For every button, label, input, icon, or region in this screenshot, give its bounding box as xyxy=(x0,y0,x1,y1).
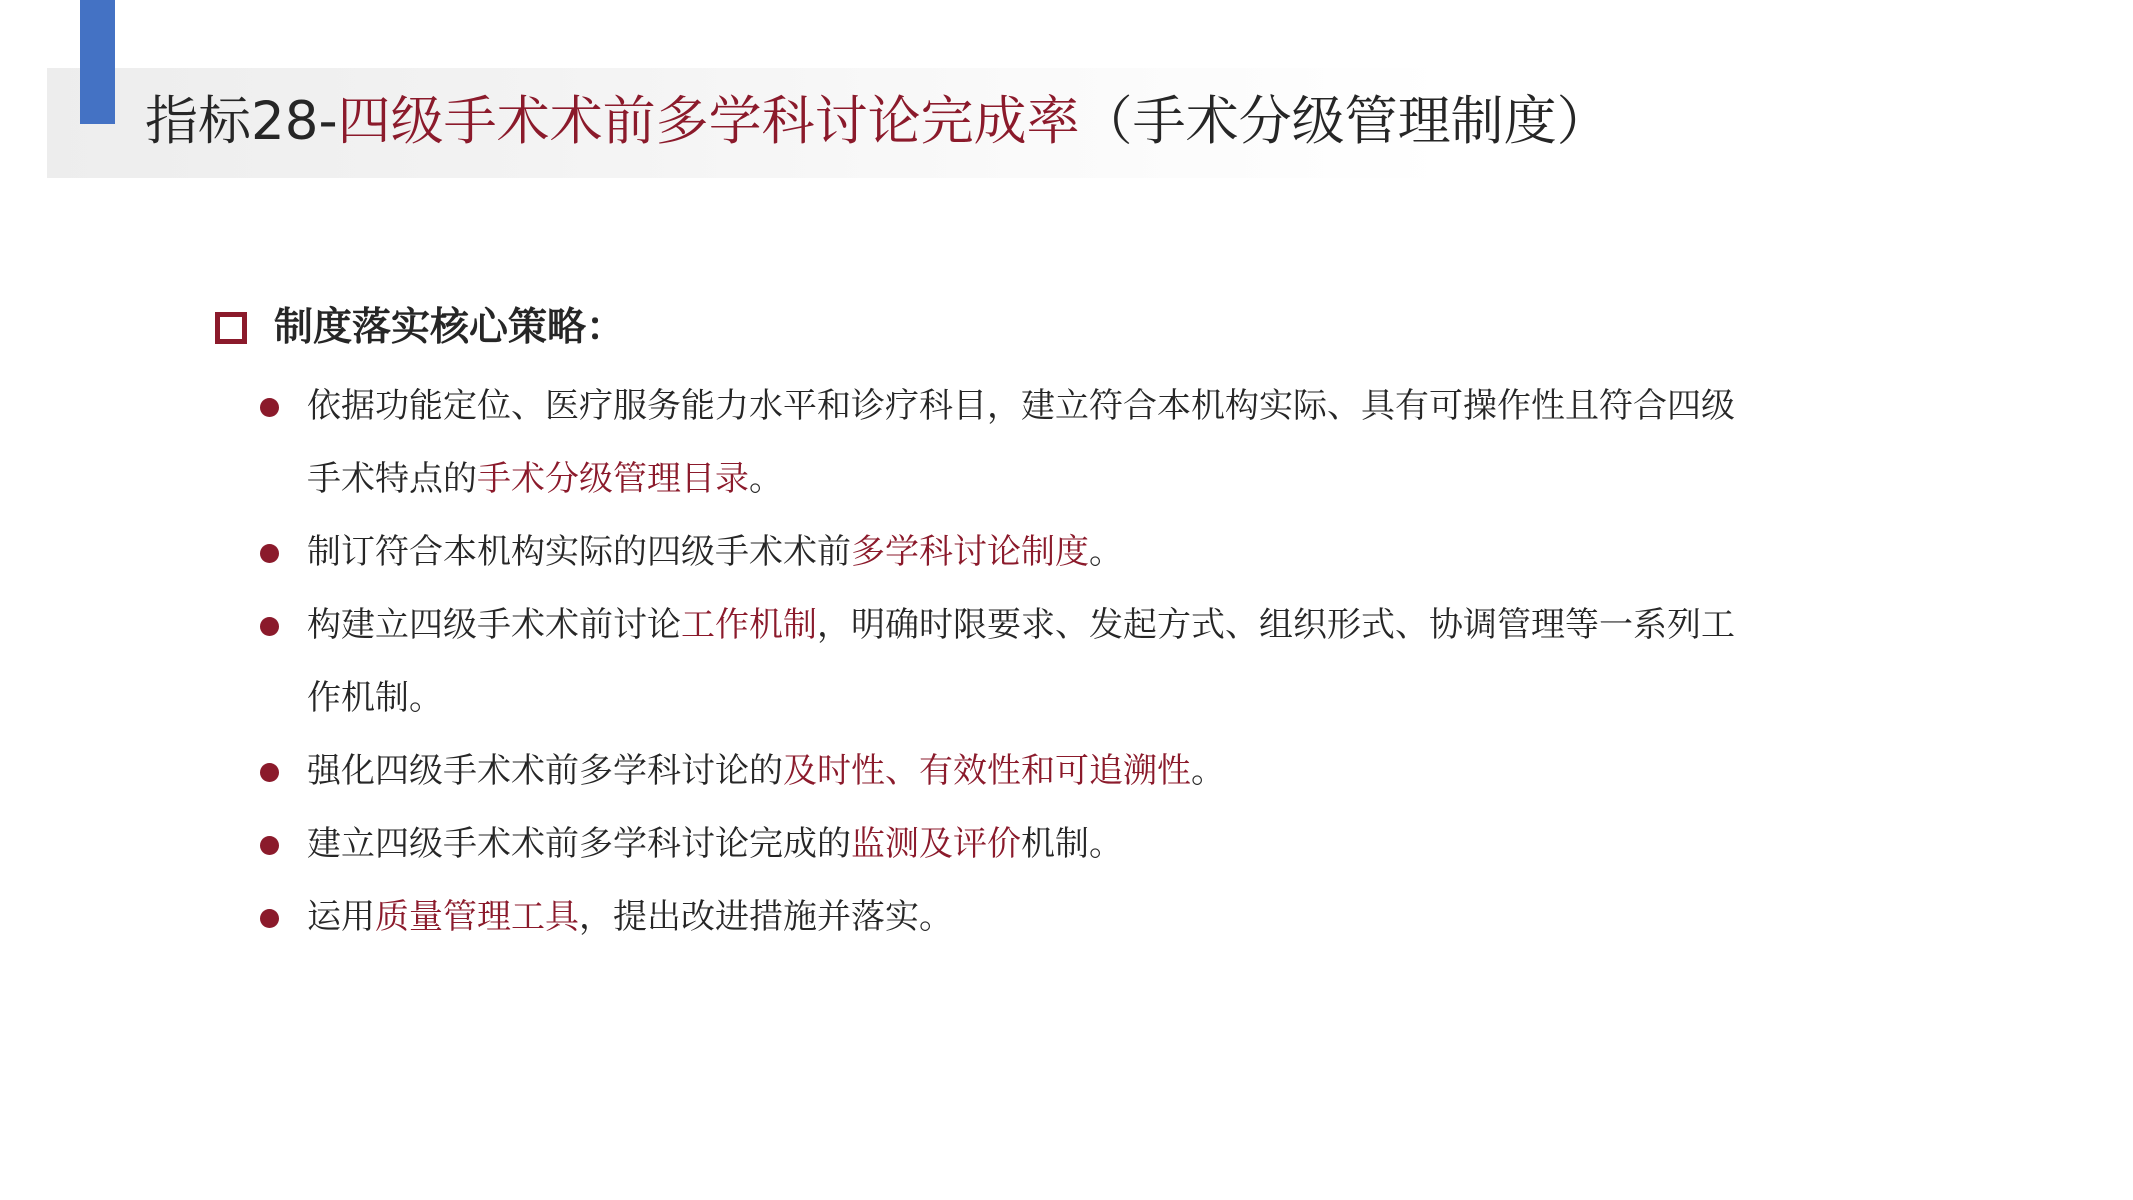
accent-bar xyxy=(80,0,115,124)
bullet-item-3 xyxy=(255,589,1855,735)
bullet-dot-icon xyxy=(260,617,279,636)
section-heading-text: 制度落实核心策略： xyxy=(274,305,626,350)
bullet-text: 。 xyxy=(1191,751,1225,791)
bullet-dot-icon xyxy=(260,836,279,855)
bullet-line xyxy=(307,516,1855,589)
bullet-text: ，明确时限要求、发起方式、组织形式、协调管理等一系列工 xyxy=(817,605,1735,645)
bullet-text: 构建立四级手术术前讨论 xyxy=(307,605,681,645)
bullet-text: 强化四级手术术前多学科讨论的 xyxy=(307,751,783,791)
bullet-text: ，提出改进措施并落实。 xyxy=(579,897,953,937)
bullet-highlight: 手术分级管理目录 xyxy=(477,459,749,499)
bullet-dot-icon xyxy=(260,909,279,928)
bullet-line xyxy=(307,735,1855,808)
bullet-line xyxy=(307,881,1855,954)
bullet-item-1 xyxy=(255,370,1855,516)
bullet-line xyxy=(307,662,1855,735)
bullet-text: 机制。 xyxy=(1021,824,1123,864)
title-main: 四级手术术前多学科讨论完成率 xyxy=(337,91,1080,152)
title-suffix: （手术分级管理制度） xyxy=(1079,91,1610,152)
bullet-highlight: 监测及评价 xyxy=(851,824,1021,864)
bullet-dot-icon xyxy=(260,763,279,782)
slide-title xyxy=(145,82,1610,162)
bullet-text: 手术特点的 xyxy=(307,459,477,499)
bullet-item-6 xyxy=(255,881,1855,954)
bullet-text: 。 xyxy=(749,459,783,499)
section-heading xyxy=(215,300,625,356)
bullet-line xyxy=(307,589,1855,662)
bullet-dot-icon xyxy=(260,544,279,563)
bullet-item-2 xyxy=(255,516,1855,589)
bullet-highlight: 多学科讨论制度 xyxy=(851,532,1089,572)
bullet-line xyxy=(307,443,1855,516)
bullet-highlight: 工作机制 xyxy=(681,605,817,645)
bullet-item-4 xyxy=(255,735,1855,808)
hollow-square-icon xyxy=(215,312,247,344)
bullet-highlight: 质量管理工具 xyxy=(375,897,579,937)
bullet-item-5 xyxy=(255,808,1855,881)
bullet-text: 依据功能定位、医疗服务能力水平和诊疗科目，建立符合本机构实际、具有可操作性且符合四级 xyxy=(307,386,1735,426)
bullet-text: 建立四级手术术前多学科讨论完成的 xyxy=(307,824,851,864)
bullet-line xyxy=(307,370,1855,443)
bullet-highlight: 及时性、有效性和可追溯性 xyxy=(783,751,1191,791)
bullet-dot-icon xyxy=(260,398,279,417)
bullet-text: 制订符合本机构实际的四级手术术前 xyxy=(307,532,851,572)
title-prefix: 指标28- xyxy=(145,91,338,152)
bullet-text: 作机制。 xyxy=(307,678,443,718)
bullet-list xyxy=(255,370,1855,954)
bullet-line xyxy=(307,808,1855,881)
bullet-text: 。 xyxy=(1089,532,1123,572)
bullet-text: 运用 xyxy=(307,897,375,937)
